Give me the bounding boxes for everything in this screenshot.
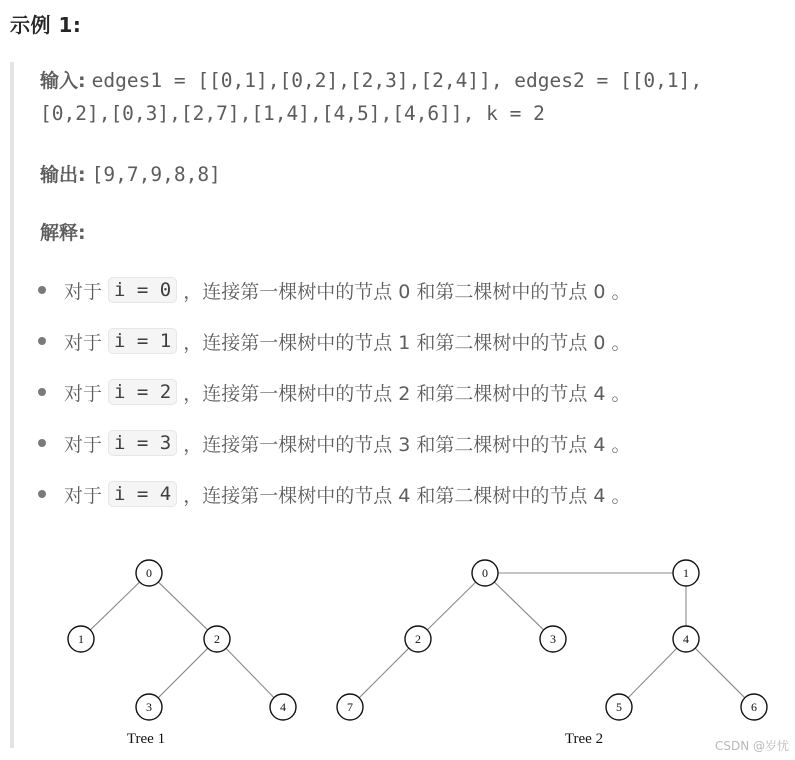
tree2-node-7: [337, 694, 363, 720]
tree1-node-3: [136, 694, 162, 720]
tree-1-caption: Tree 1: [126, 731, 166, 747]
tree2-edge-2-7: [359, 648, 409, 698]
tree1-node-0: [136, 560, 162, 586]
tree2-node-label: 4: [683, 632, 689, 646]
tree2-edge-0-3: [494, 582, 543, 630]
output-label: 输出:: [40, 164, 86, 186]
inline-code: i = 2: [108, 379, 177, 405]
bullet-prefix: 对于: [64, 280, 103, 303]
tree2-node-label: 2: [415, 632, 421, 646]
tree2-edge-4-5: [628, 648, 677, 697]
inline-code: i = 3: [108, 430, 177, 456]
inline-code: i = 4: [108, 481, 177, 507]
nodes-layer: [68, 560, 767, 720]
inline-code: i = 0: [108, 277, 177, 303]
tree2-node-3: [540, 626, 566, 652]
input-value-line-2: [0,2],[0,3],[2,7],[1,4],[4,5],[4,6]], k = 2: [40, 102, 545, 125]
output-value: [9,7,9,8,8]: [91, 163, 221, 186]
bullet-prefix: 对于: [64, 433, 103, 456]
tree2-node-label: 0: [482, 566, 488, 580]
bullet-text: ，连接第一棵树中的节点 3 和第二棵树中的节点 4 。: [183, 433, 631, 456]
inline-code: i = 1: [108, 328, 177, 354]
bullet-prefix: 对于: [64, 382, 103, 405]
tree1-node-label: 2: [214, 632, 220, 646]
tree2-node-1: [673, 560, 699, 586]
tree1-node-4: [270, 694, 296, 720]
tree1-node-label: 4: [280, 700, 286, 714]
tree2-node-6: [741, 694, 767, 720]
example-heading: 示例 1:: [10, 13, 82, 37]
bullet-prefix: 对于: [64, 484, 103, 507]
tree1-node-1: [68, 626, 94, 652]
tree1-node-label: 0: [146, 566, 152, 580]
bullet-text: ，连接第一棵树中的节点 0 和第二棵树中的节点 0 。: [183, 280, 631, 303]
bullet-text: ，连接第一棵树中的节点 2 和第二棵树中的节点 4 。: [183, 382, 631, 405]
csdn-watermark: CSDN @岁忧: [714, 739, 789, 753]
tree1-edge-0-1: [90, 582, 139, 630]
tree-2-caption: Tree 2: [564, 731, 604, 747]
tree1-edge-2-4: [226, 648, 274, 697]
explanation-label: 解释:: [40, 222, 86, 244]
tree2-node-label: 7: [347, 700, 353, 714]
tree2-node-label: 6: [751, 700, 757, 714]
tree1-edge-0-2: [158, 582, 207, 630]
tree2-node-0: [472, 560, 498, 586]
tree2-node-label: 1: [683, 566, 689, 580]
tree2-node-label: 3: [550, 632, 556, 646]
tree1-node-label: 1: [78, 632, 84, 646]
tree2-node-5: [606, 694, 632, 720]
tree2-edge-0-2: [427, 582, 475, 630]
bullet-prefix: 对于: [64, 331, 103, 354]
tree1-node-2: [204, 626, 230, 652]
input-label: 输入:: [40, 70, 86, 92]
bullet-text: ，连接第一棵树中的节点 4 和第二棵树中的节点 4 。: [183, 484, 631, 507]
tree2-edge-4-6: [695, 648, 745, 698]
input-value-line-1: edges1 = [[0,1],[0,2],[2,3],[2,4]], edges2 = [[0,1],: [91, 69, 703, 92]
tree1-node-label: 3: [146, 700, 152, 714]
tree2-node-4: [673, 626, 699, 652]
tree1-edge-2-3: [158, 648, 208, 698]
tree2-node-2: [405, 626, 431, 652]
tree2-node-label: 5: [616, 700, 622, 714]
bullet-text: ，连接第一棵树中的节点 1 和第二棵树中的节点 0 。: [183, 331, 631, 354]
